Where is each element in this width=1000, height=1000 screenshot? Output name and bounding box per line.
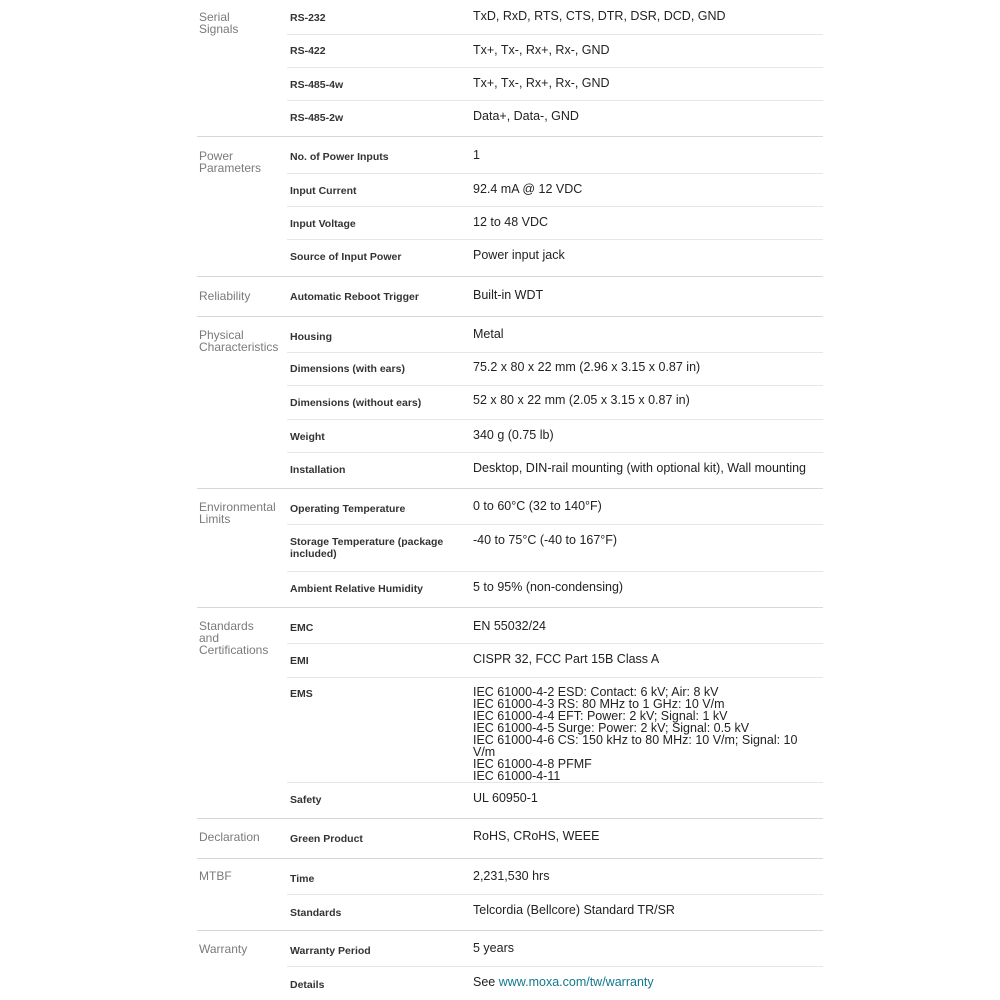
spec-row (287, 35, 823, 68)
spec-label: RS-485-2w (290, 112, 344, 124)
spec-value: 5 to 95% (non-condensing) (473, 580, 624, 594)
spec-label: Dimensions (with ears) (290, 363, 405, 375)
spec-value: IEC 61000-4-2 ESD: Contact: 6 kV; Air: 8 kV IEC 61000-4-3 RS: 80 MHz to 1 GHz: 10 V/m IEC 61000-4-4 EFT: Power: 2 kV; Signal: 1 kV IEC 61000-4-5 Surge: Power: 2 kV; Signal: 0.5 kV IEC 61000-4-6 CS: 150 kHz to 80 MHz: 10 V/m; Signal: 10 V/m IEC 61000-4-8 PFMF IEC 61000-4-11 (473, 685, 798, 783)
spec-value: Data+, Data-, GND (473, 109, 579, 123)
spec-value: 1 (473, 148, 480, 162)
section-warranty (197, 931, 823, 1000)
spec-label: Operating Temperature (290, 503, 406, 515)
spec-label: Warranty Period (290, 945, 371, 957)
section-physical-characteristics (197, 317, 823, 489)
spec-value: 52 x 80 x 22 mm (2.05 x 3.15 x 0.87 in) (473, 393, 690, 407)
spec-value: Tx+, Tx-, Rx+, Rx-, GND (473, 76, 610, 90)
spec-row (287, 0, 823, 35)
spec-value: Tx+, Tx-, Rx+, Rx-, GND (473, 43, 610, 57)
spec-label: EMI (290, 655, 309, 667)
spec-row (287, 931, 823, 967)
spec-label: RS-232 (290, 12, 326, 24)
spec-label: Input Current (290, 185, 357, 197)
section-declaration (197, 819, 823, 859)
spec-row (287, 353, 823, 386)
spec-row (287, 644, 823, 678)
spec-row (287, 137, 823, 174)
spec-label: Weight (290, 431, 325, 443)
spec-label: No. of Power Inputs (290, 151, 389, 163)
spec-label: Ambient Relative Humidity (290, 583, 424, 595)
spec-label: Safety (290, 794, 322, 806)
spec-row (287, 68, 823, 101)
spec-value: 12 to 48 VDC (473, 215, 549, 229)
spec-label: RS-422 (290, 45, 326, 57)
spec-value: Desktop, DIN-rail mounting (with optional kit), Wall mounting (473, 461, 806, 475)
spec-row (287, 859, 823, 895)
spec-row (287, 895, 823, 931)
spec-value: Power input jack (473, 248, 565, 262)
spec-row (287, 608, 823, 644)
spec-value: -40 to 75°C (-40 to 167°F) (473, 533, 618, 547)
spec-label: Dimensions (without ears) (290, 397, 422, 409)
spec-label: Green Product (290, 833, 363, 845)
spec-row (287, 819, 823, 859)
spec-label: EMS (290, 688, 313, 700)
category-label: Standards and Certifications (199, 619, 269, 657)
spec-row (287, 783, 823, 819)
section-mtbf (197, 859, 823, 931)
category-label: MTBF (199, 869, 232, 883)
spec-value: Built-in WDT (473, 288, 544, 302)
spec-row (287, 525, 823, 572)
spec-value: EN 55032/24 (473, 619, 546, 633)
spec-value: 75.2 x 80 x 22 mm (2.96 x 3.15 x 0.87 in) (473, 360, 701, 374)
spec-row (287, 174, 823, 207)
spec-row (287, 678, 823, 783)
spec-value: 0 to 60°C (32 to 140°F) (473, 499, 602, 513)
spec-label: Installation (290, 464, 346, 476)
spec-value: 92.4 mA @ 12 VDC (473, 182, 583, 196)
spec-label: Time (290, 873, 315, 885)
spec-value: UL 60950-1 (473, 791, 538, 805)
spec-row (287, 386, 823, 420)
category-label: Power Parameters (199, 149, 262, 175)
spec-row (287, 420, 823, 453)
spec-value (473, 976, 823, 988)
spec-value: 5 years (473, 941, 514, 955)
spec-value: TxD, RxD, RTS, CTS, DTR, DSR, DCD, GND (473, 9, 726, 23)
spec-row (287, 240, 823, 277)
spec-value: Telcordia (Bellcore) Standard TR/SR (473, 903, 675, 917)
spec-label: EMC (290, 622, 314, 634)
category-label: Environmental Limits (199, 500, 276, 526)
spec-label: Details (290, 979, 325, 991)
spec-row (287, 317, 823, 353)
spec-label: Source of Input Power (290, 251, 402, 263)
section-power-parameters (197, 137, 823, 277)
section-standards-certifications (197, 608, 823, 819)
spec-value: CISPR 32, FCC Part 15B Class A (473, 652, 660, 666)
category-label: Reliability (199, 289, 251, 303)
spec-row (287, 453, 823, 489)
category-label: Warranty (199, 942, 248, 956)
spec-row (287, 101, 823, 137)
category-label: Declaration (199, 830, 260, 844)
spec-row (287, 967, 823, 1000)
spec-label: Storage Temperature (package included) (290, 536, 444, 560)
spec-label: Housing (290, 331, 332, 343)
section-serial-signals (197, 0, 823, 137)
spec-label: RS-485-4w (290, 79, 344, 91)
spec-label: Standards (290, 907, 342, 919)
spec-row (287, 207, 823, 240)
spec-label: Automatic Reboot Trigger (290, 291, 419, 303)
spec-value: 340 g (0.75 lb) (473, 428, 554, 442)
spec-value: Metal (473, 327, 504, 341)
warranty-details-prefix: See (473, 975, 499, 989)
section-environmental-limits (197, 489, 823, 608)
spec-value: 2,231,530 hrs (473, 869, 550, 883)
spec-row (287, 277, 823, 317)
spec-value: RoHS, CRoHS, WEEE (473, 829, 600, 843)
spec-row (287, 489, 823, 525)
section-reliability (197, 277, 823, 317)
warranty-link[interactable]: www.moxa.com/tw/warranty (498, 975, 654, 989)
category-label: Serial Signals (199, 10, 239, 36)
category-label: Physical Characteristics (199, 328, 279, 354)
spec-label: Input Voltage (290, 218, 356, 230)
spec-row (287, 572, 823, 608)
